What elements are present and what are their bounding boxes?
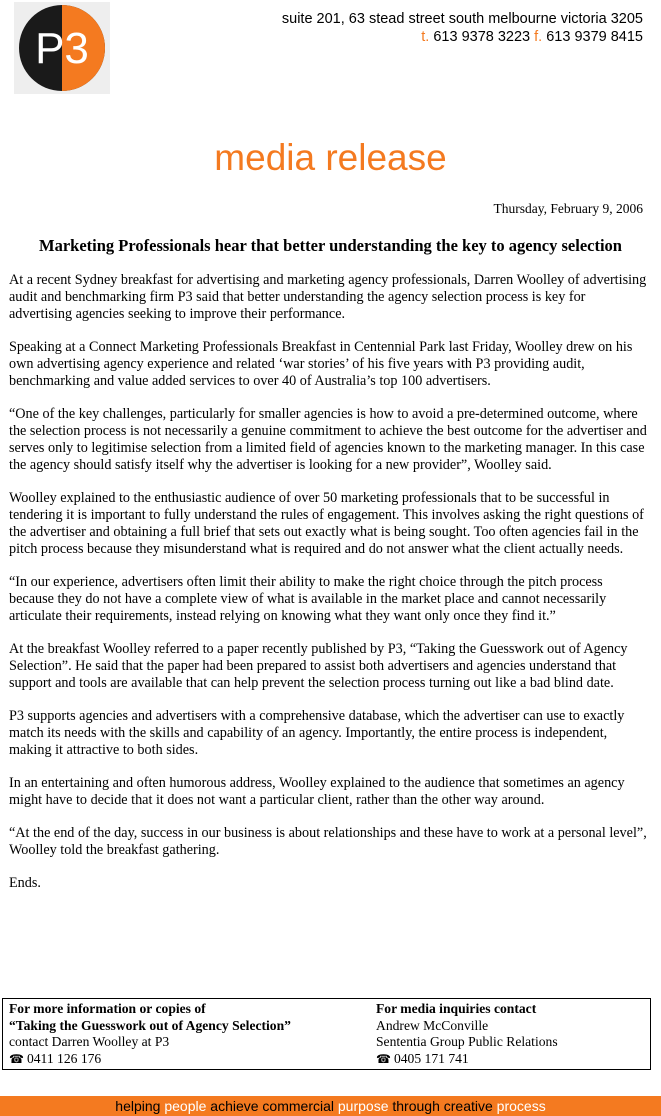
- tagline-highlight: purpose: [337, 1098, 389, 1114]
- tagline-highlight: people: [164, 1098, 207, 1114]
- tagline-word: helping: [115, 1098, 161, 1114]
- contact-line: contact Darren Woolley at P3: [9, 1034, 170, 1049]
- p3-logo: [14, 2, 110, 94]
- contact-company: Sententia Group Public Relations: [376, 1034, 558, 1049]
- release-date: Thursday, February 9, 2006: [493, 201, 643, 216]
- contact-box: [2, 998, 651, 1070]
- paragraph: “One of the key challenges, particularly for smaller agencies is how to avoid a pre-determined outcome, where the selection process is not necessarily a genuine commitment to achieve the best outcome for the advertiser and serves only to legitimise selection from a limited field of agencies known to the marketing manager. In this case the agency should satisfy itself why the advertiser is looking for a new provider”, Woolley said.: [9, 406, 647, 473]
- paragraph: “In our experience, advertisers often limit their ability to make the right choice through the pitch process because they do not have a complete view of what is available in the market place and cannot necessarily articulate their requirements, instead relying on knowing what they want only once they find it.”: [9, 574, 607, 624]
- media-phone-line: [376, 1051, 558, 1068]
- fax-number: 613 9379 8415: [546, 29, 643, 45]
- p3-logo-icon: [14, 2, 110, 94]
- paragraph: “At the end of the day, success in our business is about relationships and these have to work at a personal level”, Woolley told the breakfast gathering.: [9, 825, 647, 858]
- contact-name: Andrew McConville: [376, 1017, 489, 1033]
- paper-title: “Taking the Guesswork out of Agency Selection”: [9, 1017, 291, 1033]
- telephone-icon: ☎: [376, 1051, 391, 1066]
- more-info-heading: For more information or copies of: [9, 1001, 206, 1016]
- telephone-icon: ☎: [9, 1051, 24, 1066]
- media-inquiries-contact: [376, 1001, 558, 1067]
- tel-number: 613 9378 3223: [433, 29, 531, 45]
- fax-label: f.: [534, 29, 543, 45]
- tel-label: t.: [421, 29, 430, 45]
- paragraph: P3 supports agencies and advertisers with a comprehensive database, which the advertiser can use to exactly match its needs with the skills and capability of an agency. Importantly, the entire process is independent, making it attractive to both sides.: [9, 708, 625, 758]
- footer-tagline: [0, 1096, 661, 1116]
- more-info-contact: [9, 1001, 291, 1067]
- tagline-word: through creative: [392, 1098, 493, 1114]
- ends-marker: Ends.: [9, 875, 41, 891]
- company-address-block: [282, 10, 643, 46]
- paragraph: At the breakfast Woolley referred to a paper recently published by P3, “Taking the Guesswork out of Agency Selection”. He said that the paper had been prepared to assist both advertisers and agencies understand that support and tools are available that can help prevent the selection process turning out like a bad blind date.: [9, 641, 628, 691]
- contact-phone: 0411 126 176: [26, 1050, 102, 1066]
- page-title: media release: [214, 137, 447, 178]
- paragraph: At a recent Sydney breakfast for advertising and marketing agency professionals, Darren Woolley of advertising audit and benchmarking firm P3 said that better understanding the agency selection process is key for advertising agencies seeking to improve their performance.: [9, 272, 647, 322]
- phone-fax-line: [282, 28, 643, 46]
- contact-phone-line: [9, 1051, 291, 1068]
- street-address: suite 201, 63 stead street south melbourne victoria 3205: [281, 11, 643, 27]
- paragraph: Speaking at a Connect Marketing Professionals Breakfast in Centennial Park last Friday, Woolley drew on his own advertising agency experience and related ‘war stories’ of his five years with P3 providing audit, benchmarking and value added services to over 40 of Australia’s top 100 advertisers.: [9, 339, 633, 389]
- media-inquiries-heading: For media inquiries contact: [376, 1001, 537, 1016]
- tagline-word: achieve commercial: [210, 1098, 334, 1114]
- tagline-highlight: process: [496, 1098, 546, 1114]
- article-body: [9, 272, 649, 908]
- media-phone: 0405 171 741: [393, 1050, 469, 1066]
- paragraph: In an entertaining and often humorous address, Woolley explained to the audience that sometimes an agency might have to decide that it does not want a particular client, rather than the other way around.: [9, 775, 625, 808]
- headline: Marketing Professionals hear that better understanding the key to agency selection: [39, 236, 622, 255]
- paragraph: Woolley explained to the enthusiastic audience of over 50 marketing professionals that to be successful in tendering it is important to fully understand the rules of engagement. This involves asking the right questions of the advertiser and obtaining a full brief that sets out exactly what is being sought. Too often agencies fail in the pitch process because they misunderstand what is required and do not answer what the client actually needs.: [9, 490, 644, 557]
- logo-text: P3: [35, 24, 89, 73]
